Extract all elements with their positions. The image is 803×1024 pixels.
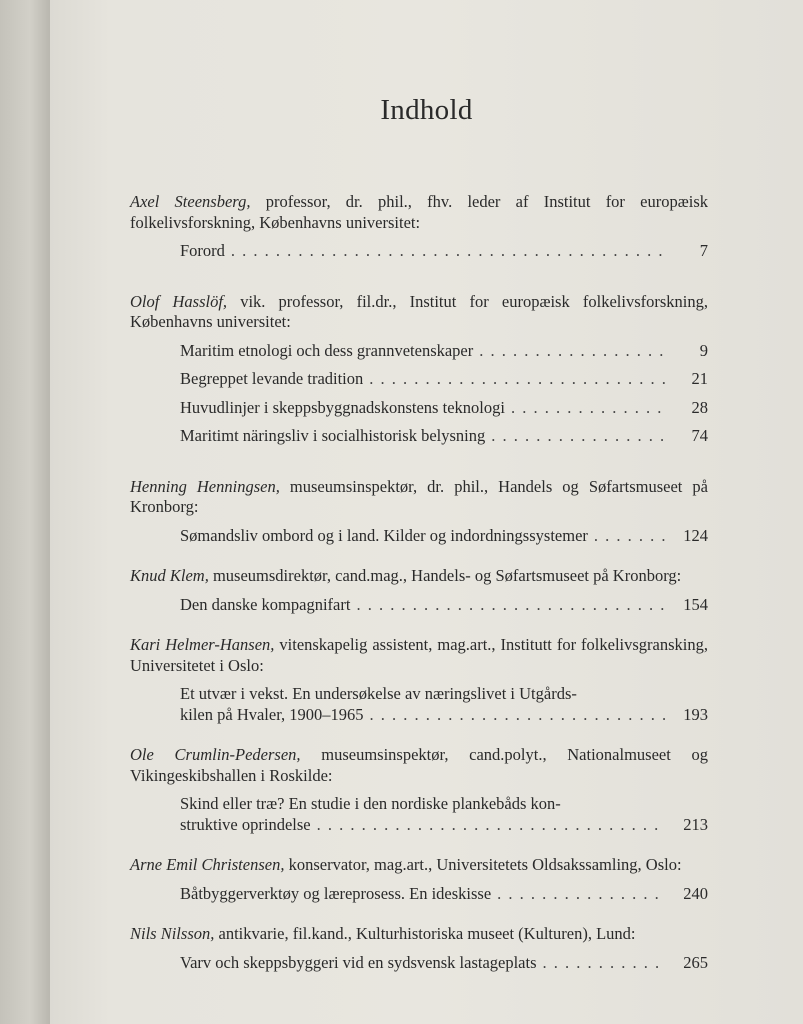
author-line	[130, 745, 708, 786]
dot-leader	[497, 884, 666, 905]
toc-item-title: Varv och skeppsbyggeri vid en sydsvensk lastageplats	[180, 952, 537, 972]
toc-item-title-first-line: Skind eller træ? En studie i den nordiske plankebåds kon-	[180, 794, 561, 813]
toc-item-title: Begreppet levande tradition	[180, 369, 364, 388]
author-affiliation: antikvarie, fil.kand., Kulturhistoriska museet (Kulturen), Lund:	[214, 924, 636, 943]
author-affiliation: museumsdirektør, cand.mag., Handels- og Søfartsmuseet på Kronborg:	[208, 566, 682, 585]
toc-item	[180, 595, 708, 616]
author-line	[130, 292, 708, 333]
dot-leader	[370, 705, 666, 726]
author-line	[130, 192, 708, 233]
toc-entry	[130, 855, 708, 904]
page-number: 21	[691, 369, 708, 388]
author-line	[130, 635, 708, 676]
author-name: Henning Henningsen,	[130, 476, 280, 496]
toc-item-title: kilen på Hvaler, 1900–1965	[180, 704, 364, 724]
toc-entry	[130, 192, 708, 262]
author-line	[130, 477, 708, 518]
author-affiliation: museumsinspektør, cand.polyt., Nationalmuseet og Vikingeskibshallen i Roskilde:	[130, 745, 708, 785]
page-number: 213	[683, 814, 708, 834]
page-number: 124	[683, 525, 708, 545]
author-line	[130, 855, 708, 876]
author-affiliation: professor, dr. phil., fhv. leder af Institut for europæisk folkelivsforskning, Københavns universitet:	[130, 192, 708, 232]
author-affiliation: museumsinspektør, dr. phil., Handels og Søfartsmuseet på Kronborg:	[130, 476, 708, 516]
toc-item	[180, 341, 708, 362]
author-line	[130, 566, 708, 587]
page-number: 193	[683, 704, 708, 724]
page-number: 9	[699, 340, 708, 360]
book-page	[50, 0, 803, 1024]
dot-leader	[491, 426, 666, 447]
author-name: Knud Klem,	[130, 566, 209, 585]
author-affiliation: konservator, mag.art., Universitetets Oldsakssamling, Oslo:	[284, 855, 682, 874]
toc-entry	[130, 477, 708, 547]
author-name: Kari Helmer-Hansen,	[130, 635, 275, 654]
toc-item-title: Forord	[180, 241, 225, 260]
author-name: Axel Steensberg,	[130, 192, 251, 211]
dot-leader	[231, 241, 666, 262]
page-title: Indhold	[380, 94, 473, 126]
table-of-contents	[130, 192, 708, 993]
toc-item-title: Den danske kompagnifart	[180, 594, 351, 614]
dot-leader	[356, 595, 666, 616]
dot-leader	[479, 341, 666, 362]
toc-item	[180, 241, 708, 262]
dot-leader	[543, 953, 666, 974]
author-affiliation: vik. professor, fil.dr., Institut for europæisk folkelivsforskning, Københavns universitet:	[130, 291, 708, 331]
toc-entry	[130, 924, 708, 973]
toc-entry	[130, 635, 708, 725]
dot-leader	[317, 815, 666, 836]
page-number: 7	[699, 241, 708, 260]
toc-item-title: Sømandsliv ombord og i land. Kilder og indordningssystemer	[180, 525, 588, 545]
author-name: Arne Emil Christensen,	[130, 855, 285, 874]
toc-item	[180, 369, 708, 390]
page-number: 154	[683, 594, 708, 614]
author-name: Nils Nilsson,	[130, 924, 215, 943]
dot-leader	[369, 369, 666, 390]
page-number: 74	[691, 426, 708, 445]
toc-item	[180, 526, 708, 547]
author-affiliation: vitenskapelig assistent, mag.art., Institutt for folkelivsgransking, Universitetet i Oslo:	[130, 635, 708, 675]
toc-item-title: Maritim etnologi och dess grannvetenskaper	[180, 340, 474, 360]
page-number: 240	[683, 883, 708, 903]
dot-leader	[594, 526, 666, 547]
toc-item	[180, 794, 708, 835]
toc-item-title: Huvudlinjer i skeppsbyggnadskonstens teknologi	[180, 397, 505, 417]
toc-item-title-first-line: Et utvær i vekst. En undersøkelse av næringslivet i Utgårds-	[180, 684, 577, 703]
author-line	[130, 924, 708, 945]
toc-entry	[130, 292, 708, 447]
toc-item	[180, 684, 708, 725]
toc-item	[180, 398, 708, 419]
toc-item-title: Båtbyggerverktøy og læreprosess. En ideskisse	[180, 883, 492, 903]
page-number: 265	[683, 952, 708, 972]
toc-item-title: struktive oprindelse	[180, 814, 311, 834]
book-spine	[0, 0, 50, 1024]
page-number: 28	[691, 397, 708, 417]
toc-item-title: Maritimt näringsliv i socialhistorisk belysning	[180, 426, 486, 445]
dot-leader	[511, 398, 666, 419]
toc-item	[180, 953, 708, 974]
toc-item	[180, 884, 708, 905]
toc-entry	[130, 566, 708, 615]
toc-entry	[130, 745, 708, 835]
author-name: Olof Hasslöf,	[130, 291, 228, 311]
toc-item	[180, 426, 708, 447]
author-name: Ole Crumlin-Pedersen,	[130, 745, 301, 764]
